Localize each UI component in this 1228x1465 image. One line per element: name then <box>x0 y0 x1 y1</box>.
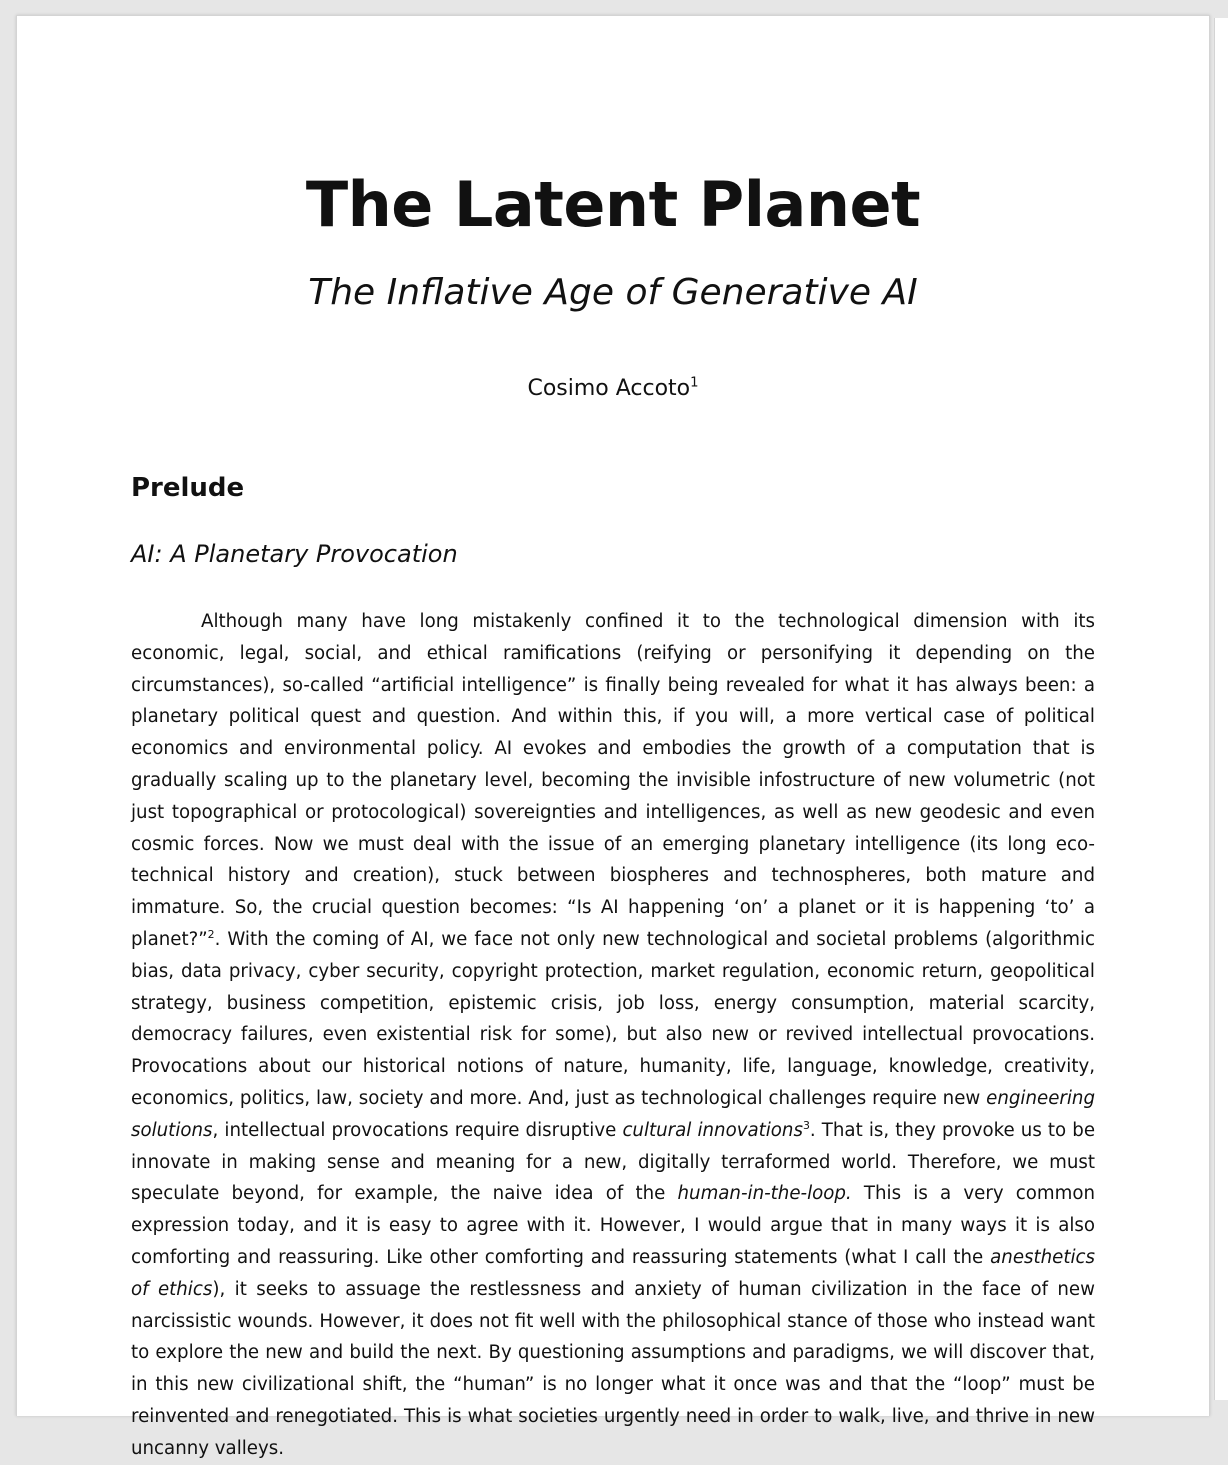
body-text: Although many have long mistakenly confined it to the technological dimension with its economic, legal, social, and ethical ramifications (reifying or personifying it depending on the circumstances), so-called “artificial intelligence” is finally being revealed for what it has always been: a planetary political quest and question. And within this, if you will, a more vertical case of political economics and environmental policy. AI evokes and embodies the growth of a computation that is gradually scaling up to the planetary level, becoming the invisible infostructure of new volumetric (not just topographical or protocological) sovereignties and intelligences, as well as new geodesic and even cosmic forces. Now we must deal with the issue of an emerging planetary intelligence (its long eco-technical history and creation), stuck between biospheres and technospheres, both mature and immature. So, the crucial question becomes: “Is AI happening ‘on’ a planet or it is happening ‘to’ a planet?” <box>131 611 1095 950</box>
emphasis-text: engineering solutions <box>131 1087 1095 1141</box>
body-text: . That is, they provoke us to be innovate in making sense and meaning for a new, digitally terraformed world. Therefore, we must speculate beyond, for example, the naive idea of the <box>131 1119 1096 1205</box>
emphasis-text: cultural innovations <box>622 1119 803 1141</box>
emphasis-text: anesthetics of ethics <box>131 1246 1095 1300</box>
document-title: The Latent Planet <box>305 168 921 241</box>
footnote-marker: 2 <box>207 927 215 941</box>
next-page-edge <box>1214 18 1228 1400</box>
subsection-heading: AI: A Planetary Provocation <box>131 540 458 568</box>
body-text: ), it seeks to assuage the restlessness and anxiety of human civilization in the face of new narcissistic wounds. However, it does not fit well with the philosophical stance of those who instead want to explore the new and build the next. By questioning assumptions and paradigms, we will discover that, in this new civilizational shift, the “human” is no longer what it once was and that the “loop” must be reinvented and renegotiated. This is what societies urgently need in order to walk, live, and thrive in new uncanny valleys. <box>131 1278 1095 1459</box>
emphasis-text: human-in-the-loop. <box>677 1183 852 1205</box>
document-subtitle: The Inflative Age of Generative AI <box>308 272 918 313</box>
document-page <box>16 15 1210 1459</box>
author-line <box>131 376 1095 401</box>
body-text: This is a very common expression today, and it is easy to agree with it. However, I would argue that in many ways it is also comforting and reassuring. Like other comforting and reassuring statements (what I call the <box>131 1183 1095 1268</box>
footnote-marker: 1 <box>690 375 699 391</box>
body-text: , intellectual provocations require disruptive <box>212 1119 623 1141</box>
author-name: Cosimo Accoto <box>527 376 691 401</box>
body-text: . With the coming of AI, we face not only new technological and societal problems (algorithmic bias, data privacy, cyber security, copyright protection, market regulation, economic return, geopolitical strategy, business competition, epistemic crisis, job loss, energy consumption, material scarcity, democracy failures, even existential risk for some), but also new or revived intellectual provocations. Provocations about our historical notions of nature, humanity, life, language, knowledge, creativity, economics, politics, law, society and more. And, just as technological challenges require new <box>131 928 1095 1109</box>
body-paragraph <box>131 606 1095 1465</box>
section-heading: Prelude <box>131 473 245 503</box>
footnote-marker: 3 <box>802 1118 810 1132</box>
